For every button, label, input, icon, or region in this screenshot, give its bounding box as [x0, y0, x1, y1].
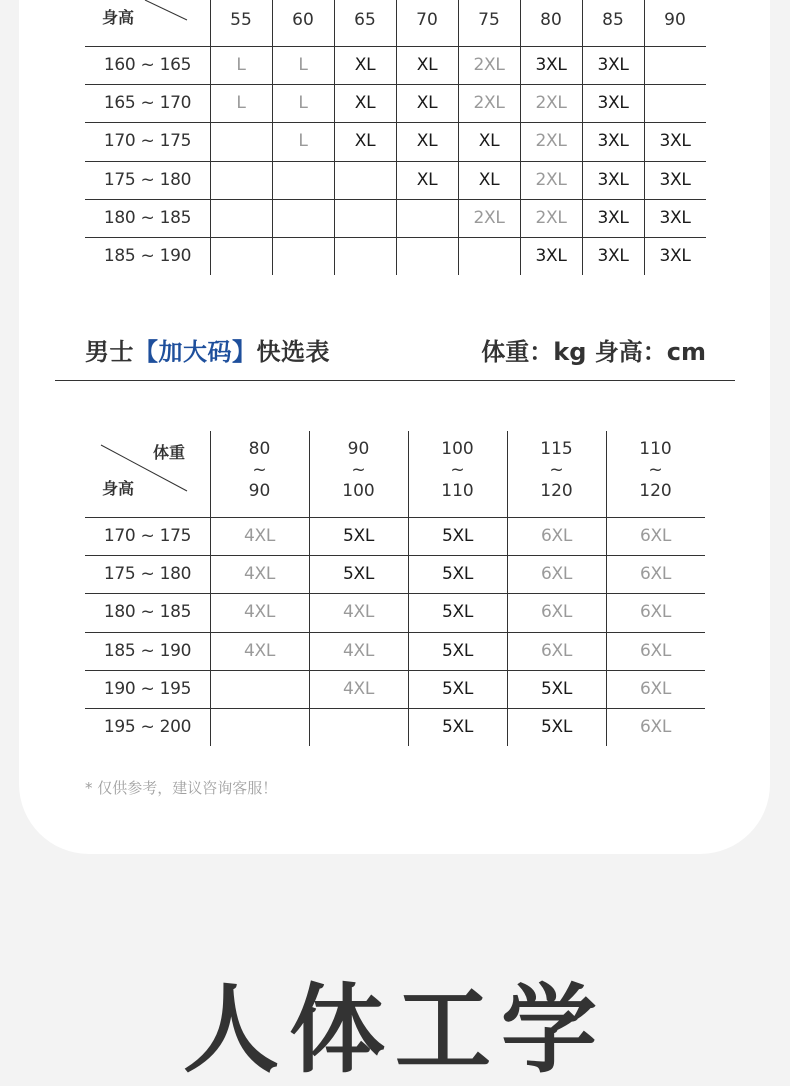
- corner-diagonal-line: [85, 0, 210, 46]
- column-divider: [396, 0, 397, 275]
- size-cell: 3XL: [597, 93, 629, 114]
- size-cell: XL: [354, 93, 376, 114]
- height-range-cell: 160 ~ 165: [103, 55, 192, 76]
- row-divider: [85, 593, 705, 594]
- title-prefix: 男士: [85, 338, 134, 366]
- size-cell: 4XL: [243, 640, 276, 661]
- header-divider: [85, 517, 705, 518]
- height-range-cell: 170 ~ 175: [103, 131, 192, 152]
- weight-header-cell: 75: [478, 10, 500, 30]
- weight-header-cell: 60: [292, 10, 314, 30]
- height-range-cell: 175 ~ 180: [103, 169, 192, 190]
- size-cell: 5XL: [441, 678, 474, 699]
- height-range-cell: 185 ~ 190: [103, 246, 192, 267]
- size-cell: 2XL: [473, 55, 505, 76]
- column-divider: [458, 0, 459, 275]
- section-title: [85, 332, 330, 367]
- size-cell: XL: [478, 131, 500, 152]
- table-row: [85, 517, 705, 555]
- weight-header-cell: 65: [354, 10, 376, 30]
- size-cell: [210, 237, 272, 275]
- column-divider: [582, 0, 583, 275]
- column-divider: [520, 0, 521, 275]
- table-row: [85, 593, 705, 631]
- size-cell: 2XL: [535, 207, 567, 228]
- size-cell: L: [298, 55, 308, 76]
- size-cell: 2XL: [473, 207, 505, 228]
- size-cell: XL: [416, 55, 438, 76]
- size-cell: 6XL: [540, 526, 573, 547]
- size-cell: 3XL: [597, 169, 629, 190]
- size-cell: 3XL: [659, 207, 691, 228]
- range-sep: ~: [450, 460, 465, 480]
- size-cell: 6XL: [540, 564, 573, 585]
- size-cell: 6XL: [639, 640, 672, 661]
- weight-range-header: [606, 439, 705, 502]
- range-from: 110: [639, 439, 672, 459]
- size-cell: XL: [354, 55, 376, 76]
- size-cell: [644, 46, 706, 84]
- size-cell: [210, 708, 309, 746]
- size-cell: 3XL: [659, 169, 691, 190]
- size-cell: 3XL: [535, 246, 567, 267]
- size-cell: 3XL: [659, 131, 691, 152]
- size-cell: 5XL: [342, 564, 375, 585]
- size-cell: 5XL: [540, 678, 573, 699]
- height-range-cell: 180 ~ 185: [103, 207, 192, 228]
- size-cell: 6XL: [639, 678, 672, 699]
- column-divider: [644, 0, 645, 275]
- size-cell: [272, 237, 334, 275]
- size-cell: 3XL: [597, 55, 629, 76]
- size-cell: 3XL: [659, 246, 691, 267]
- range-to: 110: [441, 481, 474, 501]
- size-cell: 3XL: [597, 207, 629, 228]
- table-row: [85, 670, 705, 708]
- size-cell: 2XL: [535, 131, 567, 152]
- size-cell: [334, 237, 396, 275]
- size-cell: [210, 161, 272, 199]
- column-divider: [272, 0, 273, 275]
- range-from: 115: [540, 439, 573, 459]
- weight-range-header: [309, 439, 408, 502]
- row-divider: [85, 708, 705, 709]
- size-cell: 5XL: [342, 526, 375, 547]
- size-cell: [272, 199, 334, 237]
- title-suffix: 快选表: [256, 338, 330, 366]
- range-to: 120: [540, 481, 573, 501]
- size-cell: 2XL: [535, 93, 567, 114]
- size-cell: 5XL: [540, 717, 573, 738]
- height-range-cell: 180 ~ 185: [103, 602, 192, 623]
- ergonomics-title: 人体工学: [183, 974, 607, 1086]
- column-divider: [334, 0, 335, 275]
- size-cell: 3XL: [535, 55, 567, 76]
- size-cell: [644, 84, 706, 122]
- range-to: 100: [342, 481, 375, 501]
- range-sep: ~: [648, 460, 663, 480]
- size-cell: 6XL: [540, 640, 573, 661]
- table-row: [85, 555, 705, 593]
- corner-weight-label: 体重: [153, 443, 186, 462]
- size-cell: 2XL: [473, 93, 505, 114]
- size-cell: [396, 237, 458, 275]
- size-cell: 5XL: [441, 717, 474, 738]
- column-divider: [210, 431, 211, 746]
- size-cell: L: [298, 131, 308, 152]
- range-to: 90: [248, 481, 271, 501]
- size-cell: 5XL: [441, 602, 474, 623]
- size-cell: [334, 161, 396, 199]
- units-label: 体重：kg 身高：cm: [481, 338, 706, 366]
- size-cell: [210, 670, 309, 708]
- disclaimer-note: * 仅供参考，建议咨询客服！: [85, 779, 278, 797]
- corner-height-label: 身高: [102, 8, 135, 27]
- size-cell: XL: [478, 169, 500, 190]
- range-sep: ~: [252, 460, 267, 480]
- height-range-cell: 190 ~ 195: [103, 678, 192, 699]
- table-row: [85, 708, 705, 746]
- range-from: 100: [441, 439, 474, 459]
- range-from: 80: [248, 439, 271, 459]
- weight-range-header: [507, 439, 606, 502]
- size-cell: L: [236, 55, 246, 76]
- weight-header-cell: 55: [230, 10, 252, 30]
- size-cell: [458, 237, 520, 275]
- column-divider: [606, 431, 607, 746]
- size-cell: [210, 199, 272, 237]
- weight-header-cell: 90: [664, 10, 686, 30]
- size-cell: XL: [416, 93, 438, 114]
- range-sep: ~: [549, 460, 564, 480]
- size-cell: [396, 199, 458, 237]
- weight-range-header: [408, 439, 507, 502]
- title-accent: 【加大码】: [134, 338, 257, 366]
- size-cell: [334, 199, 396, 237]
- size-cell: 6XL: [639, 602, 672, 623]
- weight-header-cell: 80: [540, 10, 562, 30]
- size-cell: 4XL: [243, 526, 276, 547]
- row-divider: [85, 555, 705, 556]
- height-range-cell: 195 ~ 200: [103, 717, 192, 738]
- height-range-cell: 170 ~ 175: [103, 526, 192, 547]
- size-cell: XL: [354, 131, 376, 152]
- size-cell: 4XL: [243, 564, 276, 585]
- size-table-plus: [85, 431, 705, 746]
- row-divider: [85, 632, 705, 633]
- size-cell: [210, 122, 272, 160]
- column-divider: [210, 0, 211, 275]
- column-divider: [507, 431, 508, 746]
- weight-range-header: [210, 439, 309, 502]
- weight-header-cell: 85: [602, 10, 624, 30]
- size-cell: L: [298, 93, 308, 114]
- size-cell: 5XL: [441, 640, 474, 661]
- size-cell: 6XL: [639, 526, 672, 547]
- size-cell: XL: [416, 131, 438, 152]
- size-cell: 5XL: [441, 564, 474, 585]
- size-cell: 2XL: [535, 169, 567, 190]
- corner-diagonal-line: [85, 431, 210, 517]
- size-cell: XL: [416, 169, 438, 190]
- size-cell: [272, 161, 334, 199]
- height-range-cell: 185 ~ 190: [103, 640, 192, 661]
- height-range-cell: 175 ~ 180: [103, 564, 192, 585]
- size-cell: 4XL: [342, 678, 375, 699]
- size-cell: 5XL: [441, 526, 474, 547]
- size-cell: 4XL: [243, 602, 276, 623]
- column-divider: [309, 431, 310, 746]
- size-cell: [309, 708, 408, 746]
- size-cell: 3XL: [597, 246, 629, 267]
- size-cell: 6XL: [540, 602, 573, 623]
- section-divider: [55, 380, 735, 381]
- range-to: 120: [639, 481, 672, 501]
- size-cell: 6XL: [639, 717, 672, 738]
- column-divider: [408, 431, 409, 746]
- size-cell: L: [236, 93, 246, 114]
- size-table-regular: [85, 0, 705, 275]
- row-divider: [85, 670, 705, 671]
- table-row: [85, 632, 705, 670]
- range-from: 90: [347, 439, 370, 459]
- size-cell: 4XL: [342, 640, 375, 661]
- size-cell: 4XL: [342, 602, 375, 623]
- range-sep: ~: [351, 460, 366, 480]
- height-range-cell: 165 ~ 170: [103, 93, 192, 114]
- corner-height-label: 身高: [102, 479, 135, 498]
- weight-header-cell: 70: [416, 10, 438, 30]
- size-cell: 3XL: [597, 131, 629, 152]
- size-cell: 6XL: [639, 564, 672, 585]
